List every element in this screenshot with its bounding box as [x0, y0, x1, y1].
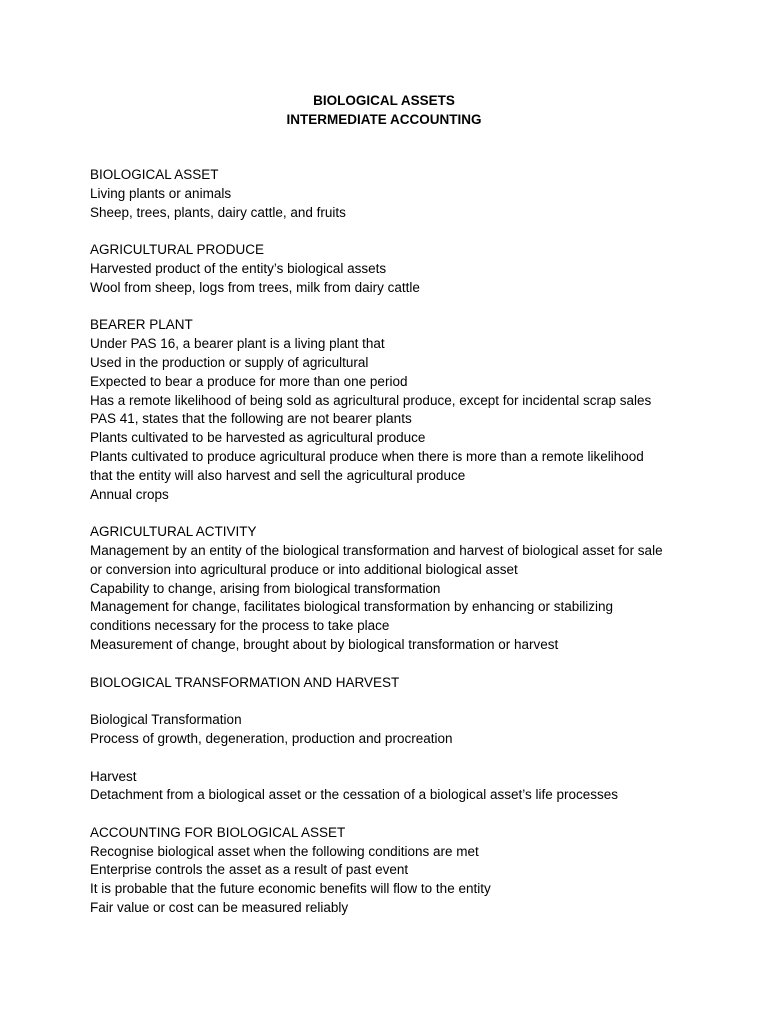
- section-biological-transformation: [90, 711, 710, 749]
- text-line: Plants cultivated to be harvested as agricultural produce: [90, 430, 426, 446]
- document-title: BIOLOGICAL ASSETS: [313, 93, 455, 108]
- text-line: Plants cultivated to produce agricultural produce when there is more than a remote likelihood: [90, 448, 644, 464]
- paragraph-gap: [90, 655, 710, 674]
- text-line: Sheep, trees, plants, dairy cattle, and fruits: [90, 204, 346, 220]
- text-line: Management for change, facilitates biological transformation by enhancing or stabilizing: [90, 599, 614, 615]
- text-line: Harvested product of the entity’s biological assets: [90, 260, 387, 276]
- text-line: Capability to change, arising from biological transformation: [90, 580, 441, 596]
- section-heading: AGRICULTURAL PRODUCE: [90, 242, 265, 258]
- subsection-heading: Harvest: [90, 768, 137, 784]
- document-body: [90, 166, 710, 918]
- paragraph-gap: [90, 298, 710, 317]
- text-line: conditions necessary for the process to take place: [90, 618, 390, 634]
- paragraph-gap: [90, 504, 710, 523]
- section-bearer-plant: [90, 316, 710, 504]
- section-harvest: [90, 768, 710, 806]
- text-line: Management by an entity of the biological transformation and harvest of biological asset for sale: [90, 542, 663, 558]
- paragraph-gap: [90, 222, 710, 241]
- section-heading: AGRICULTURAL ACTIVITY: [90, 524, 257, 540]
- text-line: Process of growth, degeneration, production and procreation: [90, 730, 453, 746]
- text-line: PAS 41, states that the following are not bearer plants: [90, 411, 412, 427]
- section-biological-asset: [90, 166, 710, 222]
- text-line: Used in the production or supply of agricultural: [90, 354, 369, 370]
- text-line: Measurement of change, brought about by biological transformation or harvest: [90, 636, 559, 652]
- section-agricultural-activity: [90, 523, 710, 655]
- section-heading: ACCOUNTING FOR BIOLOGICAL ASSET: [90, 824, 346, 840]
- section-heading: BEARER PLANT: [90, 317, 193, 333]
- text-line: Has a remote likelihood of being sold as agricultural produce, except for incidental scrap sales: [90, 392, 652, 408]
- text-line: Enterprise controls the asset as a result of past event: [90, 862, 409, 878]
- subsection-heading: Biological Transformation: [90, 712, 242, 728]
- text-line: Annual crops: [90, 486, 169, 502]
- text-line: Detachment from a biological asset or the cessation of a biological asset’s life processes: [90, 787, 619, 803]
- text-line: that the entity will also harvest and sell the agricultural produce: [90, 467, 466, 483]
- section-heading: BIOLOGICAL TRANSFORMATION AND HARVEST: [90, 674, 400, 690]
- paragraph-gap: [90, 692, 710, 711]
- paragraph-gap: [90, 749, 710, 768]
- text-line: Living plants or animals: [90, 185, 232, 201]
- section-transformation-and-harvest: [90, 674, 710, 693]
- text-line: Expected to bear a produce for more than one period: [90, 373, 408, 389]
- section-accounting: [90, 824, 710, 918]
- text-line: Wool from sheep, logs from trees, milk from dairy cattle: [90, 279, 420, 295]
- text-line: or conversion into agricultural produce or into additional biological asset: [90, 561, 518, 577]
- text-line: Under PAS 16, a bearer plant is a living plant that: [90, 336, 385, 352]
- document-subtitle: INTERMEDIATE ACCOUNTING: [286, 112, 482, 127]
- section-heading: BIOLOGICAL ASSET: [90, 167, 219, 182]
- text-line: It is probable that the future economic benefits will flow to the entity: [90, 881, 491, 897]
- paragraph-gap: [90, 805, 710, 824]
- section-agricultural-produce: [90, 241, 710, 297]
- text-line: Recognise biological asset when the following conditions are met: [90, 843, 479, 859]
- text-line: Fair value or cost can be measured reliably: [90, 900, 349, 916]
